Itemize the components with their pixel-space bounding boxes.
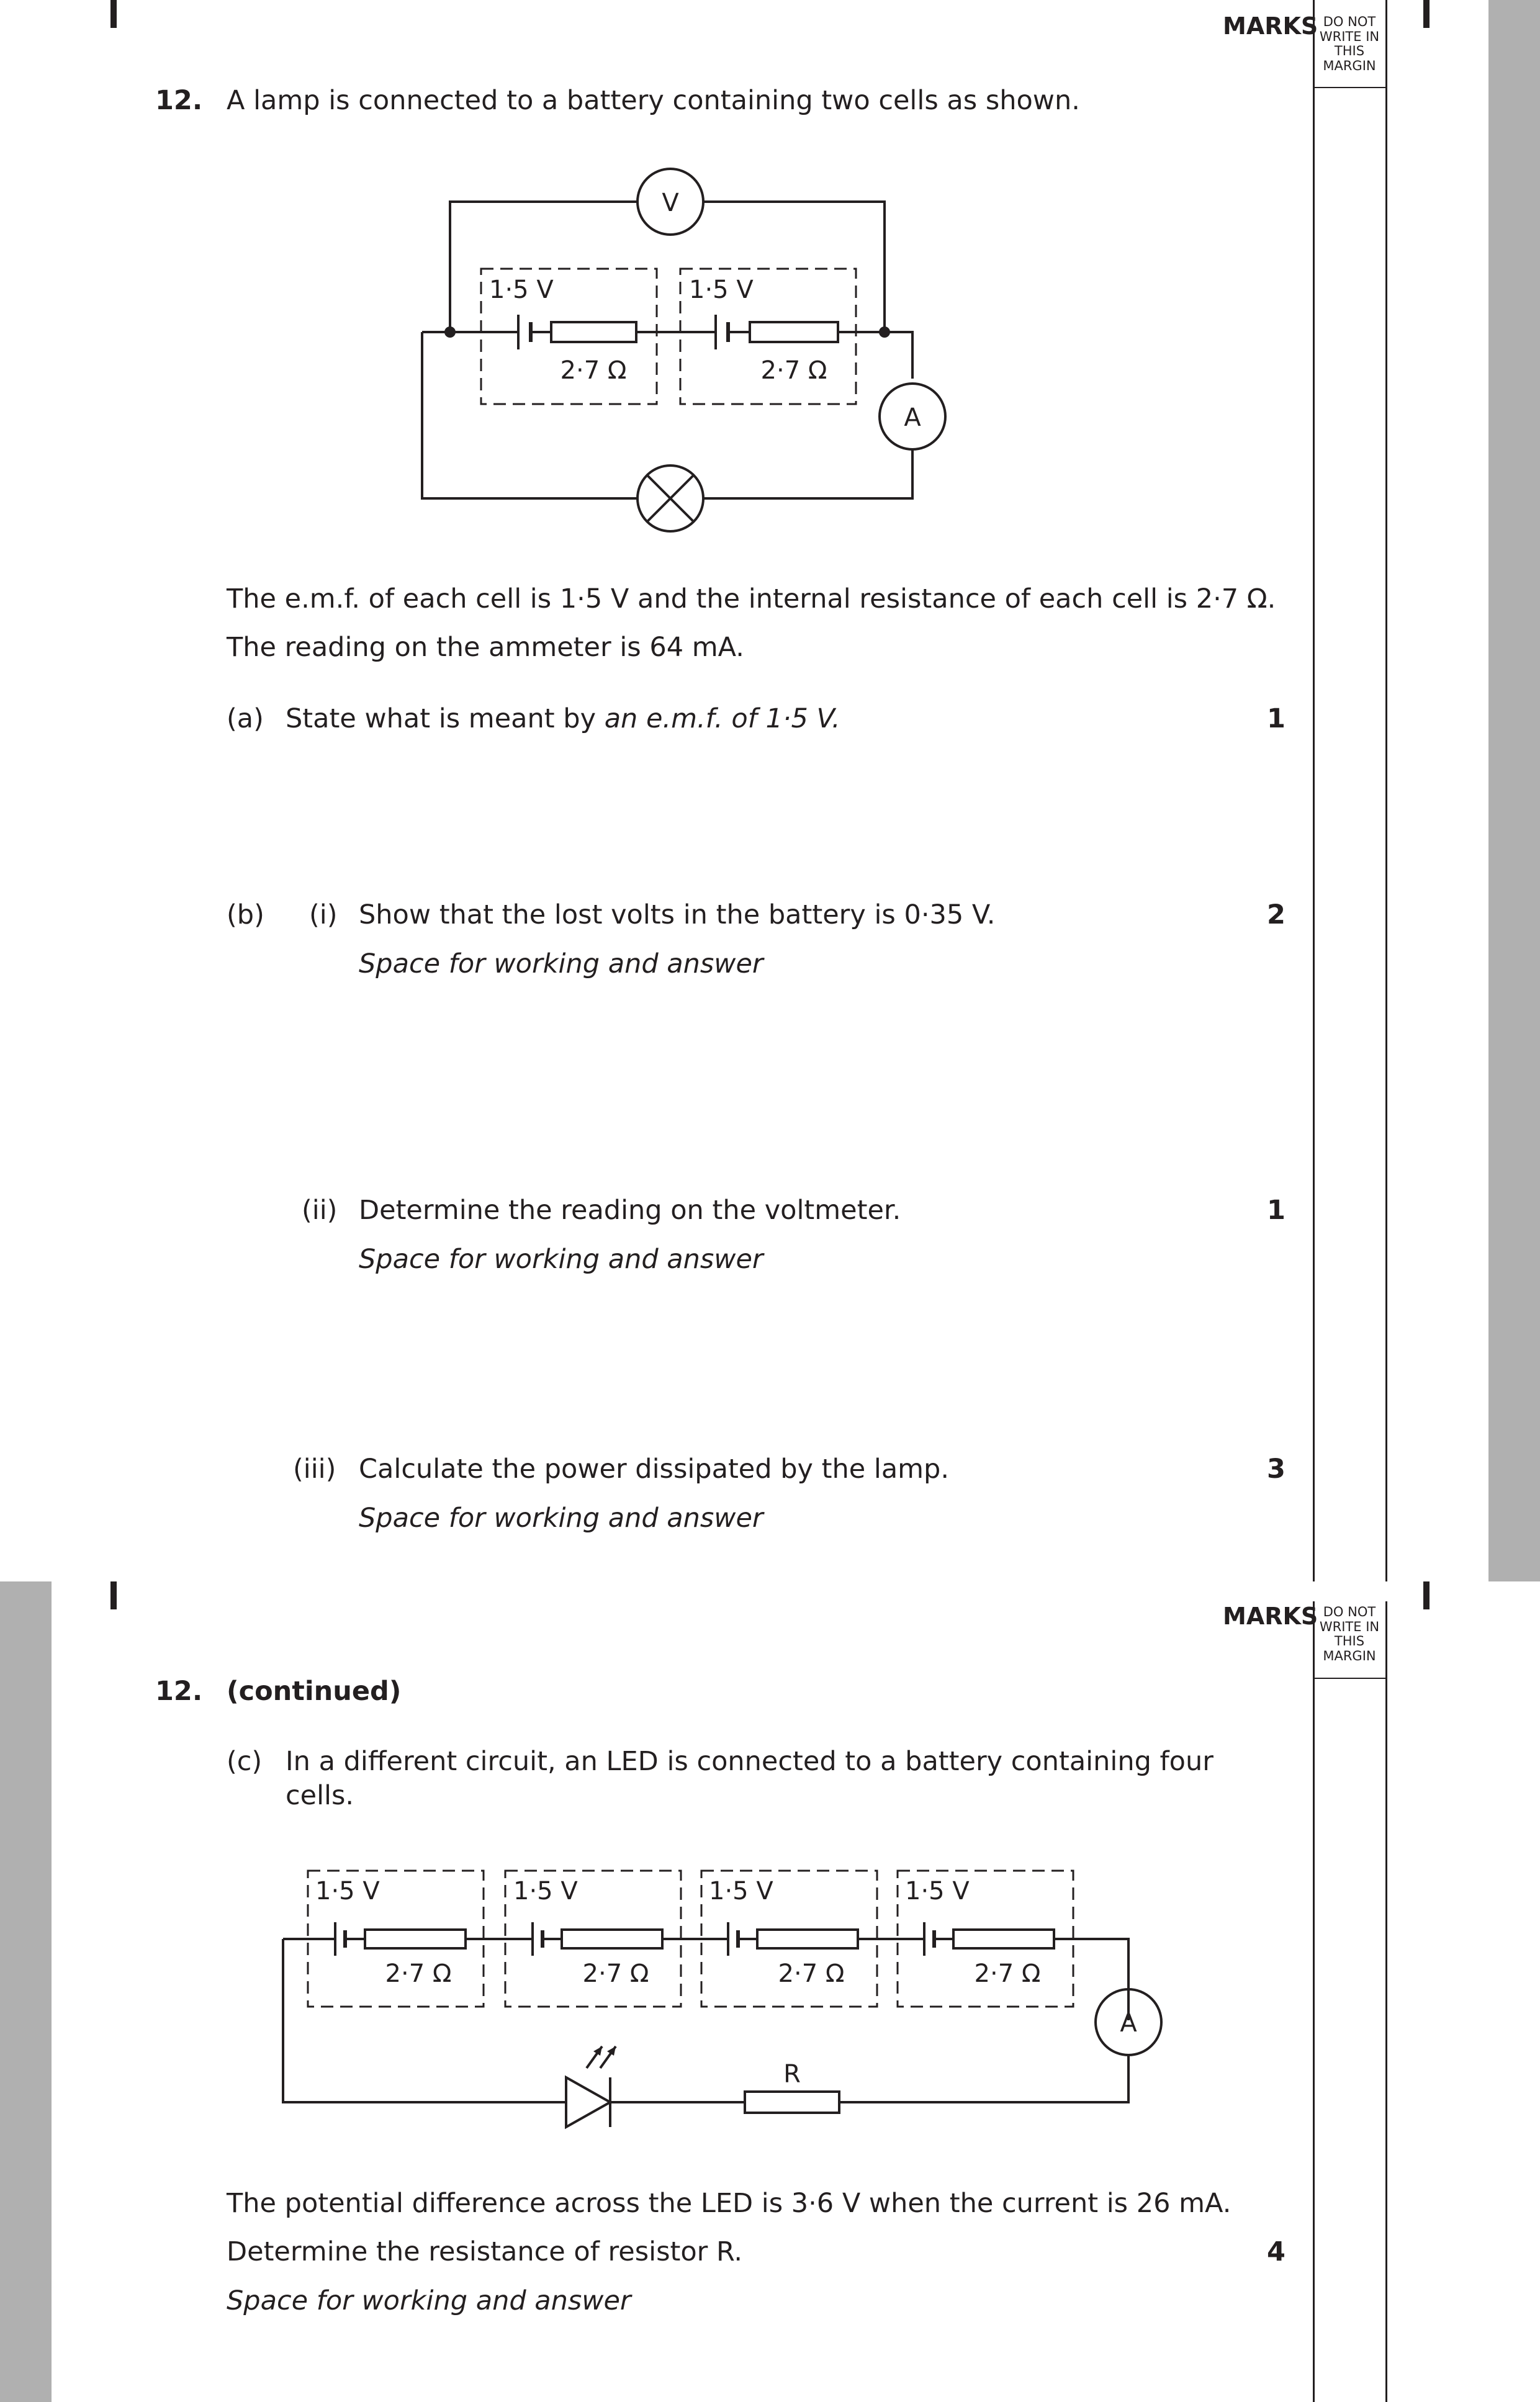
internal-resistor-c2 [562, 1930, 662, 1948]
cell2-emf-label: 1·5 V [689, 276, 754, 304]
ammeter-label: A [904, 403, 921, 432]
internal-resistor-c3 [757, 1930, 858, 1948]
info-ammeter: The reading on the ammeter is 64 mA. [227, 632, 744, 663]
cell3-resistance-label-c: 2·7 Ω [778, 1959, 845, 1988]
voltmeter-wire [450, 202, 885, 332]
grey-side-strip-right [1488, 0, 1540, 1581]
crop-mark-left-p2 [110, 1581, 117, 1609]
resistor-r [745, 2092, 839, 2113]
ammeter-label-2: A [1120, 2009, 1137, 2038]
cell2-resistance-label-c: 2·7 Ω [582, 1959, 649, 1988]
lamp-wire [422, 332, 912, 498]
crop-mark-top-left [110, 0, 117, 28]
part-b-i-label: (i) [309, 899, 338, 930]
part-c-text-line1: In a different circuit, an LED is connected to a battery containing four [286, 1746, 1214, 1777]
grey-side-strip-left [0, 1581, 52, 2402]
voltmeter-label: V [662, 189, 679, 217]
margin-line-right-p2 [1385, 1601, 1387, 2402]
crop-mark-top-right [1423, 0, 1430, 28]
part-a-text: State what is meant by an e.m.f. of 1·5 V. [286, 703, 840, 734]
part-c-text-line2: cells. [286, 1780, 354, 1811]
cell4-resistance-label-c: 2·7 Ω [974, 1959, 1041, 1988]
part-c-working: Space for working and answer [227, 2285, 631, 2316]
crop-mark-right-p2 [1423, 1581, 1430, 1609]
circuit-diagram-1 [410, 158, 1030, 556]
cell4-emf-label-c: 1·5 V [905, 1877, 970, 1905]
cell3-emf-label-c: 1·5 V [709, 1877, 773, 1905]
internal-resistor-c1 [365, 1930, 466, 1948]
part-c-marks: 4 [1267, 2236, 1286, 2267]
part-b-iii-label: (iii) [293, 1454, 336, 1485]
question-number: 12. [155, 85, 203, 116]
part-c-info-pd: The potential difference across the LED is 3·6 V when the current is 26 mA. [227, 2188, 1232, 2219]
part-b-label: (b) [227, 899, 264, 930]
part-b-ii-label: (ii) [302, 1195, 338, 1226]
part-b-i-working: Space for working and answer [359, 948, 763, 979]
led-symbol [566, 2077, 610, 2127]
internal-resistor-c4 [953, 1930, 1054, 1948]
question-number-p2: 12. [155, 1676, 203, 1707]
part-b-ii-marks: 1 [1267, 1195, 1286, 1226]
continued-label: (continued) [227, 1676, 402, 1707]
part-b-i-text: Show that the lost volts in the battery is 0·35 V. [359, 899, 996, 930]
margin-header-underline-p2 [1313, 1678, 1387, 1679]
part-c-label: (c) [227, 1746, 263, 1777]
part-a-label: (a) [227, 703, 264, 734]
cell1-resistance-label-c: 2·7 Ω [385, 1959, 452, 1988]
cell2-emf-label-c: 1·5 V [513, 1877, 578, 1905]
part-c-info-determine: Determine the resistance of resistor R. [227, 2236, 743, 2267]
margin-line-left-p2 [1313, 1601, 1315, 2402]
cell1-emf-label: 1·5 V [489, 276, 554, 304]
marks-header: MARKS [1223, 12, 1318, 40]
part-a-marks: 1 [1267, 703, 1286, 734]
question-intro: A lamp is connected to a battery containing two cells as shown. [227, 85, 1080, 116]
info-emf: The e.m.f. of each cell is 1·5 V and the internal resistance of each cell is 2·7 Ω. [227, 583, 1276, 614]
part-b-ii-text: Determine the reading on the voltmeter. [359, 1195, 901, 1226]
do-not-write-note: DO NOT WRITE IN THIS MARGIN [1319, 14, 1380, 73]
cell2-resistance-label: 2·7 Ω [760, 356, 827, 385]
part-b-iii-marks: 3 [1267, 1454, 1286, 1485]
internal-resistor-1 [551, 322, 636, 342]
cell1-emf-label-c: 1·5 V [315, 1877, 380, 1905]
resistor-r-label: R [783, 2060, 801, 2089]
marks-header-p2: MARKS [1223, 1603, 1318, 1630]
margin-line-right [1385, 0, 1387, 1581]
part-b-ii-working: Space for working and answer [359, 1244, 763, 1275]
part-b-iii-working: Space for working and answer [359, 1503, 763, 1534]
margin-header-underline [1313, 87, 1387, 88]
internal-resistor-2 [750, 322, 838, 342]
part-b-i-marks: 2 [1267, 899, 1286, 930]
part-b-iii-text: Calculate the power dissipated by the lamp. [359, 1454, 950, 1485]
margin-line-left [1313, 0, 1315, 1581]
do-not-write-note-p2: DO NOT WRITE IN THIS MARGIN [1319, 1604, 1380, 1663]
cell1-resistance-label: 2·7 Ω [560, 356, 627, 385]
circuit-diagram-2 [273, 1862, 1179, 2148]
